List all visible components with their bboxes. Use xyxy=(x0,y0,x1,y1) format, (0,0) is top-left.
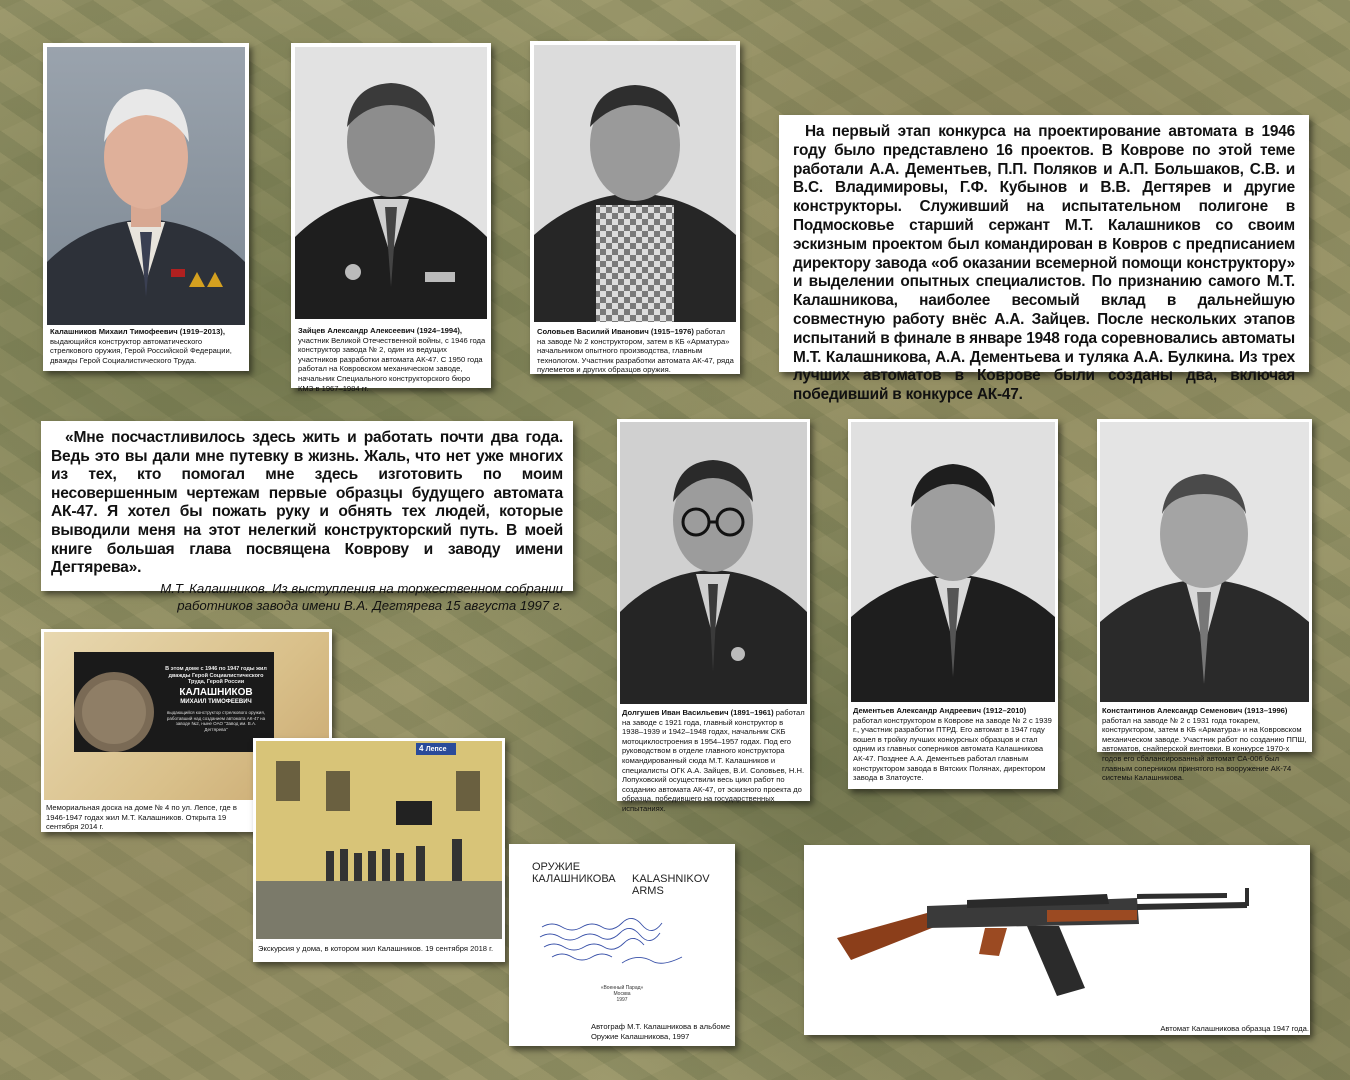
rifle-caption: Автомат Калашникова образца 1947 года. xyxy=(1160,1024,1309,1033)
plaque-header: В этом доме с 1946 по 1947 годы жил дважды Герой Социалистического Труда, Герой России xyxy=(165,666,267,685)
excursion-caption: Экскурсия у дома, в котором жил Калашников. 19 сентября 2018 г. xyxy=(258,944,494,953)
plaque-caption: Мемориальная доска на доме № 4 по ул. Лепсе, где в 1946-1947 годах жил М.Т. Калашников. Открыта 19 сентября 2014 г. xyxy=(46,803,237,832)
person-portrait-icon xyxy=(295,47,487,319)
album-page xyxy=(512,847,732,1017)
quote-text: «Мне посчастливилось здесь жить и работать почти два года. Ведь это вы дали мне путевку в жизнь. Жаль, что нет уже многих из тех, кто помогал мне здесь изготовить по моим несовершенным чертежам первые образцы будущего автомата АК-47. Я хотел бы пожать руку и обнять тех людей, которые выводили меня на этот нелегкий конструкторский путь. В моей книге большая глава посвящена Коврову и заводу имени Дегтярева». xyxy=(51,429,563,577)
street-sign xyxy=(416,743,456,755)
portrait-card-solovyev xyxy=(530,41,740,374)
portrait-caption: Константинов Александр Семенович (1913–1996) работал на заводе № 2 с 1931 года токарем, конструктором, затем в КБ «Арматура» и на Ковровском механическом заводе. Участник работ по созданию ППШ, автоматов, снайперской винтовки. В конкурсе 1970-х годов его сбалансированный автомат СА-006 был главным соперником принятого на вооружение АК-74 системы Калашникова. xyxy=(1102,706,1307,783)
portrait-photo-kalashnikov xyxy=(47,47,245,325)
portrait-card-zaitsev xyxy=(291,43,491,393)
portrait-photo-solovyev xyxy=(534,45,736,322)
portrait-caption: Дементьев Александр Андреевич (1912–2010) работал конструктором в Коврове на заводе № 2 с 1939 г., участник разработки ПТРД. Его автомат в 1947 году вошел в тройку лучших конкурсных образцов и стал одним из главных соперников автомата Калашникова АК-47. Позднее А.А. Дементьев работал главным конструктором завода в Вятских Полянах, директором завода в Златоусте. xyxy=(853,706,1052,783)
portrait-photo-zaitsev xyxy=(295,47,487,319)
person-portrait-icon xyxy=(620,422,807,704)
excursion-card xyxy=(253,738,505,962)
building-icon xyxy=(256,741,502,939)
album-card xyxy=(509,844,735,1046)
quote-source: М.Т. Калашников. Из выступления на торжественном собрании работников завода имени В.А. Дегтярева 15 августа 1997 г. xyxy=(160,580,563,613)
album-caption: Автограф М.Т. Калашникова в альбоме Оружие Калашникова, 1997 xyxy=(591,1022,731,1041)
rifle-card xyxy=(804,845,1310,1035)
excursion-photo xyxy=(256,741,502,939)
portrait-caption: Соловьев Василий Иванович (1915–1976) работал на заводе № 2 конструктором, затем в КБ «Арматура» начальником опытного производства, главным технологом. Участник разработки автомата АК-47, ряда пулеметов и других образцов оружия. xyxy=(537,327,734,375)
main-text-box xyxy=(779,115,1309,404)
portrait-card-konstantinov xyxy=(1097,419,1312,783)
portrait-card-kalashnikov xyxy=(43,43,249,371)
plaque-given-name: МИХАИЛ ТИМОФЕЕВИЧ xyxy=(180,699,252,705)
portrait-card-dolgushev xyxy=(617,419,810,813)
album-title-en: KALASHNIKOV ARMS xyxy=(632,873,710,897)
plaque-surname: КАЛАШНИКОВ xyxy=(179,687,253,698)
handwritten-autograph-icon xyxy=(512,897,732,977)
person-portrait-icon xyxy=(47,47,245,325)
quote-box xyxy=(41,421,573,613)
person-portrait-icon xyxy=(534,45,736,322)
plaque-body: выдающийся конструктор стрелкового оружия, работавший над созданием автомата АК-47 на заводе №2, ныне ОАО "Завод им. В.А. Дегтярева" xyxy=(166,710,266,732)
portrait-caption: Зайцев Александр Алексеевич (1924–1994), участник Великой Отечественной войны, с 1946 года конструктор завода № 2, один из ведущих участников разработки автомата АК-47. С 1950 года работал на Ковровском механическом заводе, начальник Специального конструкторского бюро КМЗ в 1967–1984 гг. xyxy=(298,326,486,393)
album-publisher: «Военный Парад» Москва 1997 xyxy=(600,985,644,1003)
person-portrait-icon xyxy=(1100,422,1309,702)
portrait-photo-dementyev xyxy=(851,422,1055,702)
rifle-icon xyxy=(807,848,1307,1008)
portrait-caption: Долгушев Иван Васильевич (1891–1961) работал на заводе с 1921 года, главный конструктор в 1938–1939 и 1942–1948 годах, начальник СКБ мотоциклостроения в 1954–1957 годах. Под его руководством в отделе главного конструктора командированный сюда М.Т. Калашников и специалисты ОГК А.А. Зайцев, В.И. Соловьев, Н.Н. Лопуховский осуществили весь цикл работ по созданию автомата АК-47, от эскизного проекта до образца, победившего на государственных испытаниях. xyxy=(622,708,805,813)
street-sign-number: 4 xyxy=(419,744,424,753)
portrait-card-dementyev xyxy=(848,419,1058,789)
portrait-photo-dolgushev xyxy=(620,422,807,704)
portrait-photo-konstantinov xyxy=(1100,422,1309,702)
person-portrait-icon xyxy=(851,422,1055,702)
street-sign-name: Лепсе xyxy=(425,746,447,753)
portrait-caption: Калашников Михаил Тимофеевич (1919–2013), выдающийся конструктор автоматического стрелкового оружия, Герой Российской Федерации, дважды Герой Социалистического Труда. xyxy=(50,327,232,365)
album-title-ru: ОРУЖИЕ КАЛАШНИКОВА xyxy=(532,861,616,885)
main-text: На первый этап конкурса на проектирование автомата в 1946 году было представлено 16 проектов. В Коврове по этой теме работали А.А. Дементьев, П.П. Поляков и А.П. Большаков, С.В. и В.С. Владимировы, Г.Ф. Кубынов и В.В. Дегтярев и другие конструкторы. Служивший на испытательном полигоне в Подмосковье старший сержант М.Т. Калашников со своим эскизным проектом был командирован в Ковров с предписанием директору завода «об оказании всемерной помощи конструктору» и выделении опытных специалистов. По признанию самого М.Т. Калашникова, наиболее весомый вклад в дальнейшую совместную работу внёс А.А. Зайцев. После нескольких этапов испытаний в финале в январе 1948 года соревновались автоматы М.Т. Калашникова, А.А. Дементьева и туляка А.А. Булкина. Из трех лучших автоматов в Коврове были созданы два, включая победивший в конкурсе АК-47. xyxy=(793,123,1295,404)
